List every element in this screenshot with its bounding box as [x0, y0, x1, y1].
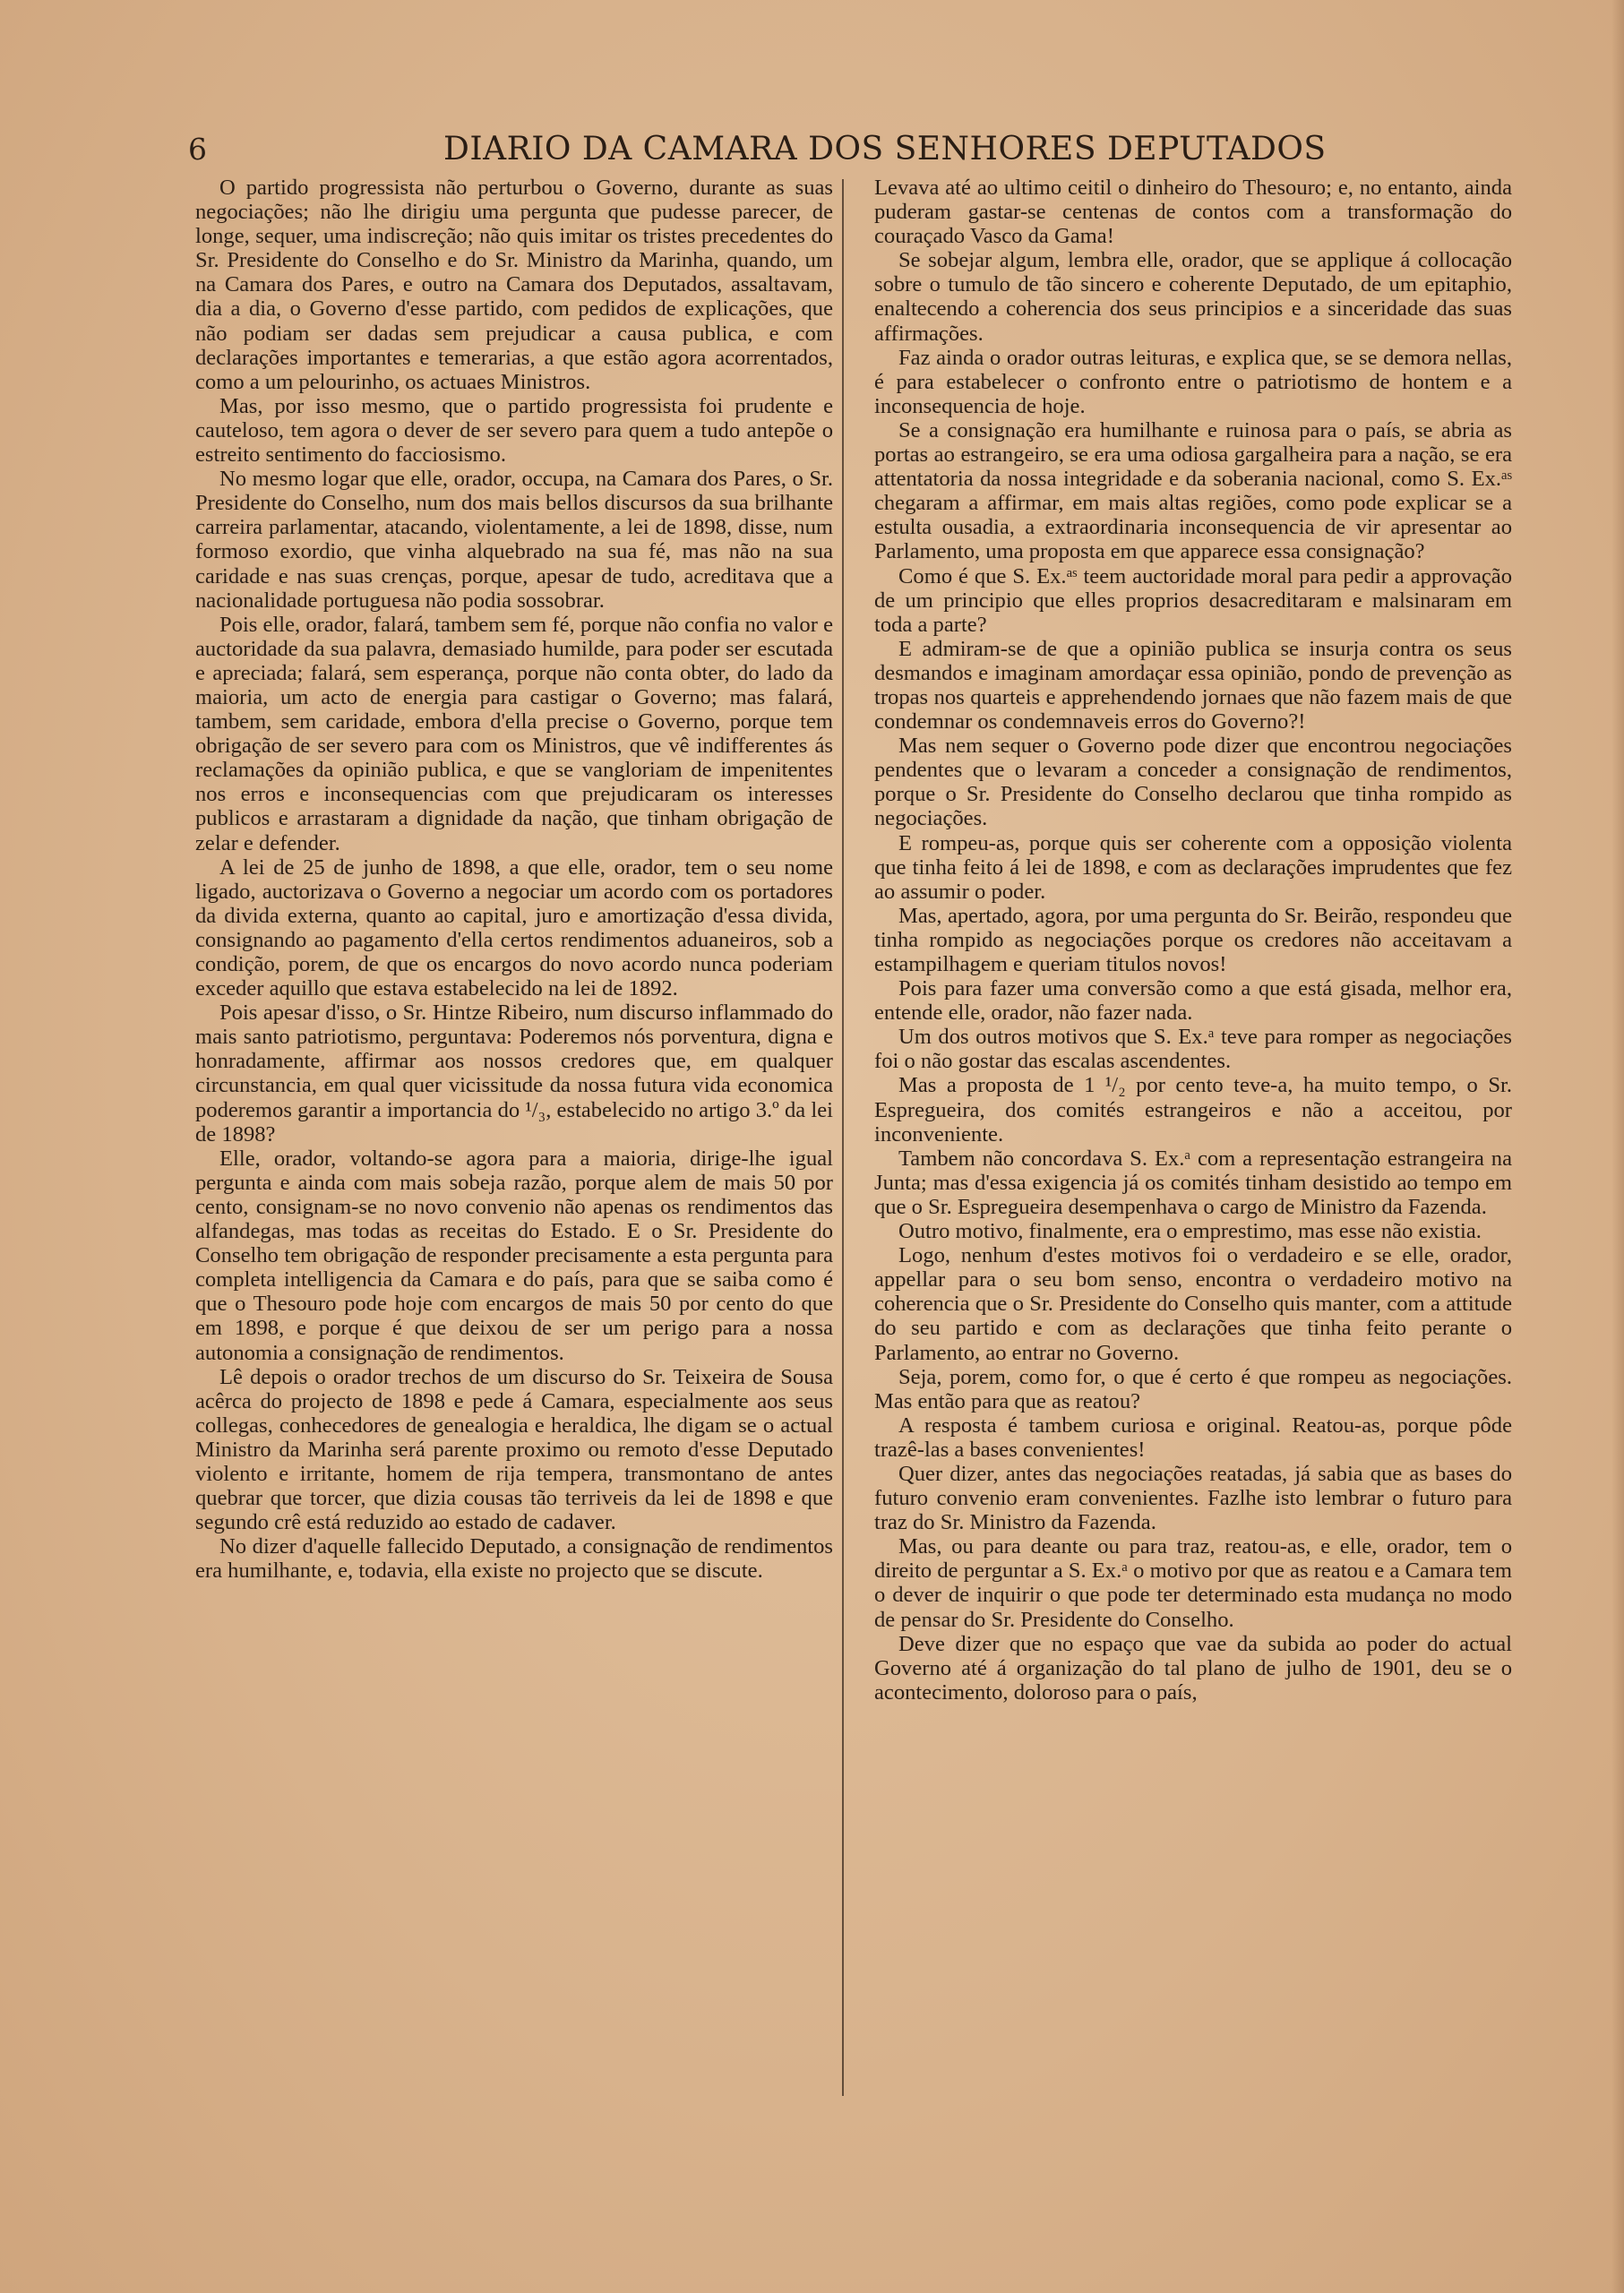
paragraph: Deve dizer que no espaço que vae da subida ao poder do actual Governo até á organização do tal plano de julho de 1901, deu se o acontecimento, doloroso para o país, [874, 1631, 1512, 1705]
paragraph: Se sobejar algum, lembra elle, orador, que se applique á collocação sobre o tumulo de tão sincero e coherente Deputado, de um epitaphio, enaltecendo a coherencia dos seus principios e a sinceridade das suas affirmações. [874, 248, 1512, 346]
paragraph: Pois apesar d'isso, o Sr. Hintze Ribeiro, num discurso inflammado do mais santo patriotismo, perguntava: Poderemos nós porventura, digna e honradamente, affirmar aos nossos credores que, em qualquer circunstancia, em qual quer vicissitude da nossa futura vida economica poderemos garantir a importancia do ¹/₃, estabelecido no artigo 3.º da lei de 1898? [195, 1001, 833, 1146]
paragraph: Como é que S. Ex.ᵃˢ teem auctoridade moral para pedir a approvação de um principio que elles proprios desacreditaram e malsinaram em toda a parte? [874, 563, 1512, 637]
paragraph: Levava até ao ultimo ceitil o dinheiro do Thesouro; e, no entanto, ainda puderam gastar-se centenas de contos com a transformação do couraçado Vasco da Gama! [874, 176, 1512, 249]
paragraph: Pois elle, orador, falará, tambem sem fé, porque não confia no valor e auctoridade da sua palavra, demasiado humilde, para poder ser escutada e apreciada; falará, sem esperança, porque não conta obter, do lado da maioria, um acto de energia para castigar o Governo; mas falará, tambem, sem caridade, embora d'ella precise o Governo, porque tem obrigação de ser severo para com os Ministros, que vê indifferentes ás reclamações da opinião publica, e que se vangloriam de impenitentes nos erros e inconsequencias com que prejudicaram os interesses publicos e arrastaram a dignidade da nação, que tinham obrigação de zelar e defender. [195, 612, 833, 855]
paragraph: A resposta é tambem curiosa e original. Reatou-as, porque pôde trazê-las a bases convenientes! [874, 1413, 1512, 1462]
paragraph: Mas nem sequer o Governo pode dizer que encontrou negociações pendentes que o levaram a conceder a consignação de rendimentos, porque o Sr. Presidente do Conselho declarou que tinha rompido as negociações. [874, 734, 1512, 831]
paragraph: No dizer d'aquelle fallecido Deputado, a consignação de rendimentos era humilhante, e, todavia, ella existe no projecto que se discute. [195, 1534, 833, 1584]
running-title: DIARIO DA CAMARA DOS SENHORES DEPUTADOS [443, 131, 1327, 167]
paragraph: Pois para fazer uma conversão como a que está gisada, melhor era, entende elle, orador, não fazer nada. [874, 976, 1512, 1026]
paragraph: Mas, ou para deante ou para traz, reatou-as, e elle, orador, tem o direito de perguntar a S. Ex.ᵃ o motivo por que as reatou e a Camara tem o dever de inquirir o que pode ter determinado esta mudança no modo de pensar do Sr. Presidente do Conselho. [874, 1534, 1512, 1632]
paragraph: Faz ainda o orador outras leituras, e explica que, se se demora nellas, é para estabelecer o confronto entre o patriotismo de hontem e a inconsequencia de hoje. [874, 345, 1512, 418]
page-edge-shadow [1611, 0, 1624, 2293]
column-divider [842, 179, 844, 2096]
paragraph: E rompeu-as, porque quis ser coherente com a opposição violenta que tinha feito á lei de 1898, e com as declarações imprudentes que fez ao assumir o poder. [874, 830, 1512, 904]
paragraph: Tambem não concordava S. Ex.ᵃ com a representação estrangeira na Junta; mas d'essa exigencia já os comités tinham desistido ao tempo em que o Sr. Espregueira desempenhava o cargo de Ministro da Fazenda. [874, 1146, 1512, 1219]
paragraph: Quer dizer, antes das negociações reatadas, já sabia que as bases do futuro convenio eram convenientes. Fazlhe isto lembrar o futuro para traz do Sr. Ministro da Fazenda. [874, 1461, 1512, 1535]
paragraph: Se a consignação era humilhante e ruinosa para o país, se abria as portas ao estrangeiro, se era uma odiosa gargalheira para a nação, se era attentatoria da nossa integridade e da soberania nacional, como S. Ex.ᵃˢ chegaram a affirmar, em mais altas regiões, como pode explicar se a estulta ousadia, a extraordinaria inconsequencia de vir apresentar ao Parlamento, uma proposta em que apparece essa consignação? [874, 417, 1512, 564]
paragraph: Mas, por isso mesmo, que o partido progressista foi prudente e cauteloso, tem agora o dever de ser severo para quem a tudo antepõe o estreito sentimento do facciosismo. [195, 393, 833, 468]
paragraph: O partido progressista não perturbou o Governo, durante as suas negociações; não lhe dirigiu uma pergunta que pudesse parecer, de longe, sequer, uma indiscreção; não quis imitar os tristes precedentes do Sr. Presidente do Conselho e do Sr. Ministro da Marinha, quando, um na Camara dos Pares, e outro na Camara dos Deputados, assaltavam, dia a dia, o Governo d'esse partido, com pedidos de explicações, que não podiam ser dadas sem prejudicar a causa publica, e com declarações importantes e temerarias, a que estão agora acorrentados, como a um pelourinho, os actuaes Ministros. [195, 176, 833, 394]
page-number: 6 [188, 132, 207, 167]
paragraph: Mas a proposta de 1 ¹/₂ por cento teve-a, ha muito tempo, o Sr. Espregueira, dos comités estrangeiros e não a acceitou, por inconveniente. [874, 1073, 1512, 1146]
paragraph: Um dos outros motivos que S. Ex.ᵃ teve para romper as negociações foi o não gostar das escalas ascendentes. [874, 1025, 1512, 1074]
paragraph: E admiram-se de que a opinião publica se insurja contra os seus desmandos e imaginam amordaçar essa opinião, pondo de prevenção as tropas nos quarteis e apprehendendo jornaes que não fazem mais de que condemnar os condemnaveis erros do Governo?! [874, 636, 1512, 734]
left-column [195, 176, 833, 1583]
right-column [874, 176, 1512, 1705]
page-header [188, 130, 1487, 173]
paragraph: Logo, nenhum d'estes motivos foi o verdadeiro e se elle, orador, appellar para o seu bom senso, encontra o verdadeiro motivo na coherencia que o Sr. Presidente do Conselho quis manter, com a attitude do seu partido e com as declarações que tinha feito perante o Parlamento, ao entrar no Governo. [874, 1243, 1512, 1365]
paragraph: Mas, apertado, agora, por uma pergunta do Sr. Beirão, respondeu que tinha rompido as negociações porque os credores não acceitavam a estampilhagem e queriam titulos novos! [874, 903, 1512, 976]
paragraph: Seja, porem, como for, o que é certo é que rompeu as negociações. Mas então para que as reatou? [874, 1364, 1512, 1413]
paragraph: No mesmo logar que elle, orador, occupa, na Camara dos Pares, o Sr. Presidente do Conselho, num dos mais bellos discursos da sua brilhante carreira parlamentar, atacando, violentamente, a lei de 1898, disse, num formoso exordio, que vinha alquebrado na sua fé, mas não na sua caridade e nas suas crenças, porque, apesar de tudo, acreditava que a nacionalidade portuguesa não podia sossobrar. [195, 467, 833, 613]
paragraph: Elle, orador, voltando-se agora para a maioria, dirige-lhe igual pergunta e ainda com mais sobeja razão, porque alem de mais 50 por cento, consignam-se no novo convenio não apenas os rendimentos das alfandegas, mas todas as receitas do Estado. E o Sr. Presidente do Conselho tem obrigação de responder precisamente a esta pergunta para completa intelligencia da Camara e do país, para que se saiba como é que o Thesouro pode hoje com encargos de mais 50 por cento do que em 1898, e porque é que deixou de ser um perigo para a nossa autonomia a consignação de rendimentos. [195, 1146, 833, 1365]
paragraph: Lê depois o orador trechos de um discurso do Sr. Teixeira de Sousa acêrca do projecto de 1898 e pede á Camara, especialmente aos seus collegas, conhecedores de genealogia e heraldica, lhe digam se o actual Ministro da Marinha será parente proximo ou remoto d'esse Deputado violento e irritante, homem de rija tempera, transmontano de antes quebrar que torcer, que dizia cousas tão terriveis da lei de 1898 e que segundo crê está reduzido ao estado de cadaver. [195, 1364, 833, 1535]
paragraph: Outro motivo, finalmente, era o emprestimo, mas esse não existia. [898, 1219, 1482, 1244]
paragraph: A lei de 25 de junho de 1898, a que elle, orador, tem o seu nome ligado, auctorizava o Governo a negociar um acordo com os portadores da divida externa, quanto ao capital, juro e amortização d'essa divida, consignando ao pagamento d'ella certos rendimentos aduaneiros, sob a condição, porem, de que os encargos do novo acordo nunca poderiam exceder aquillo que estava estabelecido na lei de 1892. [195, 855, 833, 1001]
